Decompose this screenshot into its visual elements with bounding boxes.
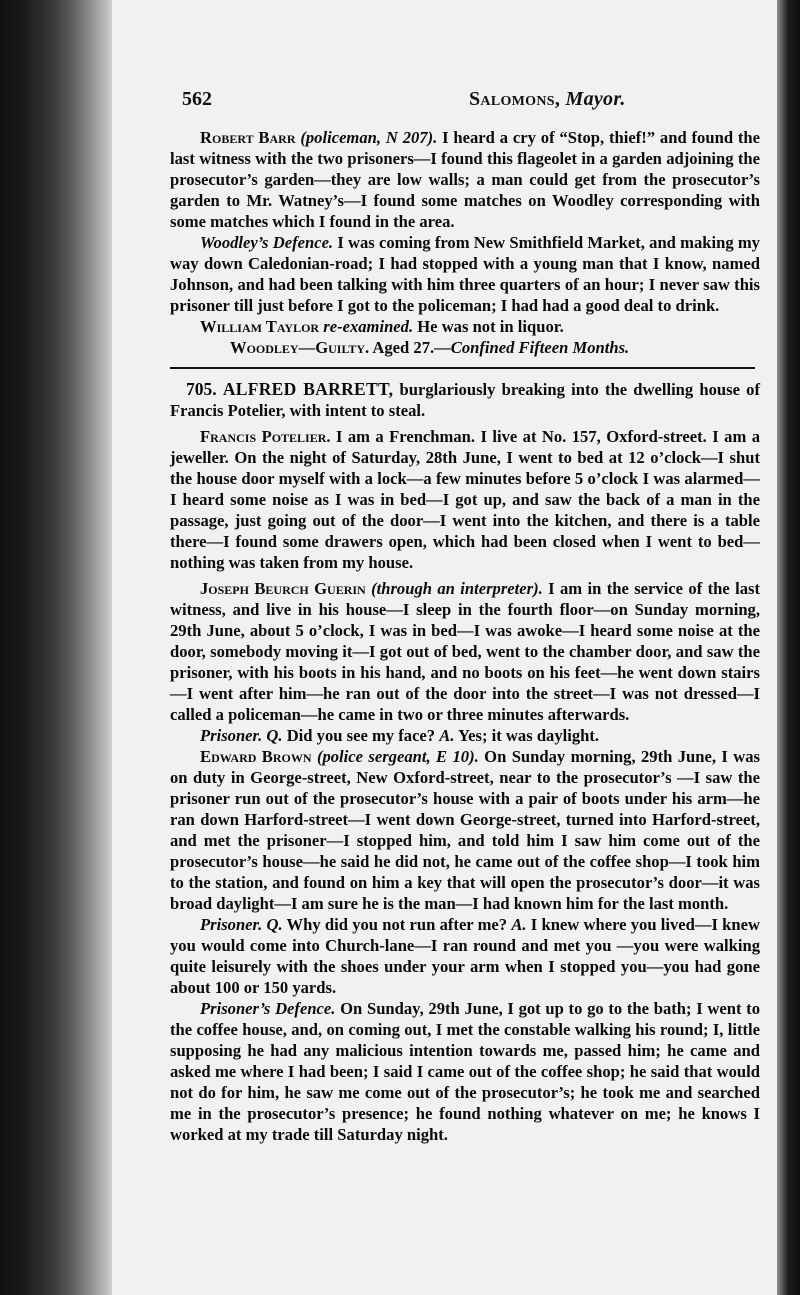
witness-name: Francis Potelier. (200, 427, 331, 446)
witness-name: Robert Barr (200, 128, 296, 147)
answer-text: Yes; it was daylight. (454, 726, 600, 745)
witness-role: (policeman, N 207). (300, 128, 438, 147)
case-number: 705. (186, 379, 217, 399)
q-label: Q. (266, 726, 283, 745)
prisoner-defence (170, 998, 760, 1145)
q-label: Q. (266, 915, 283, 934)
testimony-joseph-guerin (170, 578, 760, 725)
prisoner-label: Prisoner. (200, 915, 263, 934)
defence-label: Woodley’s Defence. (200, 233, 334, 252)
witness-name: Edward Brown (200, 747, 312, 766)
a-label: A. (511, 915, 527, 934)
prisoner-label: Prisoner. (200, 726, 263, 745)
defendant-name: ALFRED BARRETT, (222, 379, 394, 399)
case-divider (170, 367, 755, 369)
a-label: A. (439, 726, 455, 745)
case-heading-705 (170, 379, 760, 421)
prisoner-question-2 (170, 914, 760, 998)
witness-role: (police sergeant, E 10). (316, 747, 479, 766)
page-header (182, 88, 742, 118)
defence-label: Prisoner’s Defence. (200, 999, 336, 1018)
answer-text: I knew where you lived—I knew you would come into Church-lane—I ran round and met you —you were walking quite leisurely with the shoes under your arm when I stopped you—you had gone about 100 or 150 yards. (170, 915, 760, 997)
page-number: 562 (182, 88, 212, 110)
defence-text: I was coming from New Smithfield Market, and making my way down Caledonian-road; I had stopped with a young man that I know, named Johnson, and had been talking with him three quarters of an hour; I never saw this prisoner till just before I got to the policeman; I had had a good deal to drink. (170, 233, 760, 315)
defence-text: On Sunday, 29th June, I got up to go to the bath; I went to the coffee house, and, on coming out, I met the constable walking his round; I, little supposing he had any malicious intention towards me, passed him; he came and asked me where I had been; I said I came out of the coffee shop; he said that would not do for him, he saw me come out of the prosecutor’s; he took me and searched me in the prosecutor’s presence; he found nothing whatever on me; he knows I worked at my trade till Saturday night. (170, 999, 761, 1144)
book-binding-left (0, 0, 118, 1295)
verdict-woodley (170, 337, 760, 358)
running-head-office: Mayor. (565, 88, 626, 110)
testimony-robert-barr (170, 127, 760, 232)
running-head-name: Salomons, (469, 88, 561, 110)
witness-note: (through an interpreter). (371, 579, 543, 598)
prisoner-question-1 (170, 725, 760, 746)
verdict-name: Woodley—Guilty. (230, 338, 370, 357)
testimony-francis-potelier (170, 426, 760, 573)
question-text: Did you see my face? (282, 726, 436, 745)
question-text: Why did you not run after me? (282, 915, 508, 934)
charge-text: burglariously breaking into the dwelling house of Francis Potelier, with intent to steal. (170, 380, 760, 420)
running-head (469, 88, 626, 111)
witness-name: William Taylor (200, 317, 320, 336)
witness-name: Joseph Beurch Guerin (200, 579, 366, 598)
page-body (170, 127, 760, 1145)
verdict-sentence: Confined Fifteen Months. (450, 338, 630, 357)
testimony-text: I am in the service of the last witness, and live in his house—I sleep in the fourth floor—on Sunday morning, 29th June, about 5 o’clock, I was in bed—I was awoke—I heard some noise at the door, somebody moving it—I got out of bed, went to the chamber door, and saw the prisoner, with his boots in his hand, and no boots on his feet—he went down stairs—I went after him—he ran out of the door into the street—I was not dressed—I called a policeman—he came in two or three minutes afterwards. (170, 579, 760, 724)
testimony-text: I am a Frenchman. I live at No. 157, Oxford-street. I am a jeweller. On the night of Saturday, 28th June, I went to bed at 12 o’clock—I shut the house door myself with a lock—a few minutes before 5 o’clock I was alarmed—I heard some noise as I was in bed—I got up, and saw the back of a man in the passage, just going out of the door—I went into the kitchen, and there is a table there—I found some drawers open, which had been closed when I went to bed—nothing was taken from my house. (170, 427, 760, 572)
testimony-william-taylor (170, 316, 760, 337)
testimony-edward-brown (170, 746, 760, 914)
testimony-text: I heard a cry of “Stop, thief!” and found the last witness with the two prisoners—I found this flageolet in a garden adjoining the prosecutor’s garden—they are low walls; a man could get from the prosecutor’s garden to Mr. Watney’s—I found some matches on Woodley corresponding with some matches which I found in the area. (170, 128, 761, 231)
woodley-defence (170, 232, 760, 316)
testimony-text: On Sunday morning, 29th June, I was on duty in George-street, New Oxford-street, near to the prosecutor’s —I saw the prisoner run out of the prosecutor’s house with a pair of boots under his arm—he ran down Harford-street—I went down George-street, turned into Harford-street, and met the prisoner—I stopped him, and told him I saw him come out of the prosecutor’s house—he said he did not, he came out of the coffee shop—I took him to the station, and found on him a key that will open the prosecutor’s door—it was broad daylight—I am sure he is the man—I had known him for the last month. (170, 747, 760, 913)
testimony-text: He was not in liquor. (413, 317, 564, 336)
verdict-age: Aged 27.— (369, 338, 451, 357)
witness-note: re-examined. (323, 317, 414, 336)
book-page (112, 0, 777, 1295)
